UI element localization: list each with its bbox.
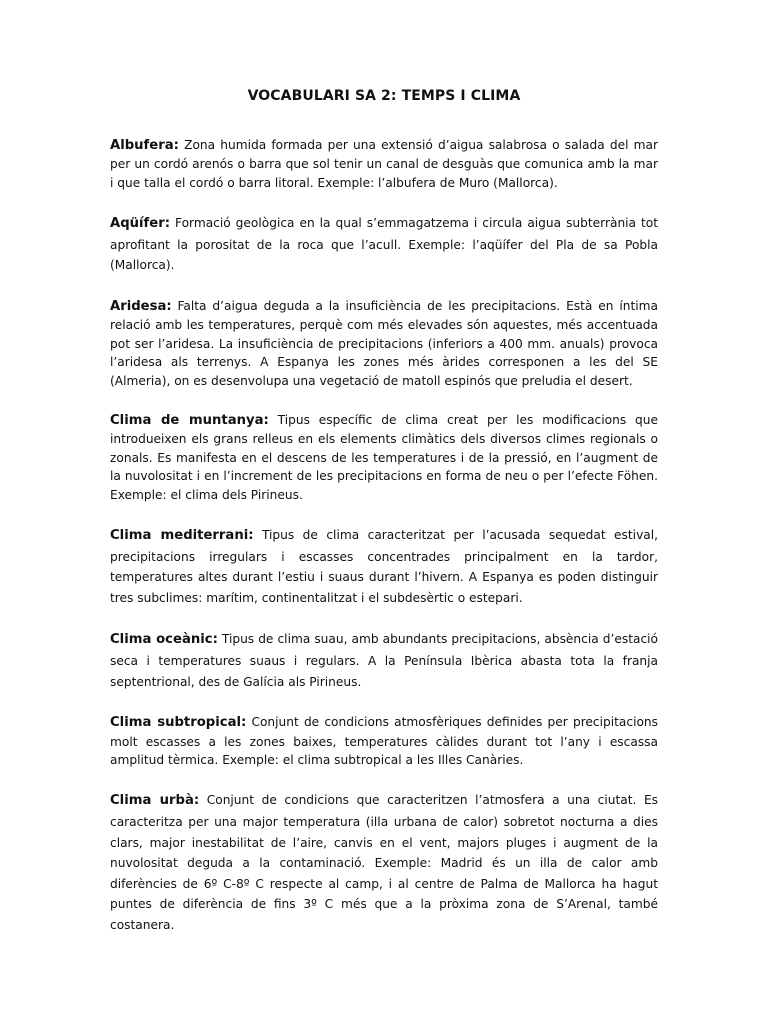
glossary-definition: Conjunt de condicions atmosfèriques definides per precipitacions molt escasses a les zones baixes, temperatures càlides durant tot l’any i escassa amplitud tèrmica. Exemple: el clima subtropical a les Illes Canàries. — [110, 715, 659, 768]
glossary-term: Aridesa: — [110, 299, 172, 314]
document-title: VOCABULARI SA 2: TEMPS I CLIMA — [247, 88, 521, 104]
glossary-definition: Tipus de clima suau, amb abundants precipitacions, absència d’estació seca i temperatures suaus i regulars. A la Península Ibèrica abasta tota la franja septentrional, des de Galícia als Pirineus. — [110, 632, 658, 689]
document-page — [110, 86, 658, 957]
glossary-definition: Tipus de clima caracteritzat per l’acusada sequedat estival, precipitacions irregulars i escasses concentrades principalment en la tardor, temperatures altes durant l’estiu i suaus durant l’hivern. A Espanya es poden distinguir tres subclimes: marítim, continentalitzat i el subdesèrtic o estepari. — [110, 528, 659, 605]
glossary-term: Aqüífer: — [110, 216, 171, 232]
glossary-term: Clima de muntanya: — [110, 413, 269, 429]
glossary-term: Clima oceànic: — [110, 632, 218, 648]
glossary-entry-clima-oceanic — [110, 629, 658, 692]
glossary-definition: Zona humida formada per una extensió d’aigua salabrosa o salada del mar per un cordó arenós o barra que sol tenir un canal de desguàs que comunica amb la mar i que talla el cordó o barra litoral. Exemple: l’albufera de Muro (Mallorca). — [110, 138, 659, 190]
glossary-entry-clima-mediterrani — [110, 525, 658, 608]
glossary-definition: Falta d’aigua deguda a la insuficiència de les precipitacions. Està en íntima relació amb les temperatures, perquè com més elevades són aquestes, més accentuada pot ser l’aridesa. La insuficiència de precipitacions (inferiors a 400 mm. anuals) provoca l’aridesa als terrenys. A Espanya les zones més àrides corresponen a les del SE (Almeria), on es desenvolupa una vegetació de matoll espinós que preludia el desert. — [110, 299, 658, 388]
glossary-definition: Tipus específic de clima creat per les modificacions que introdueixen els grans relleus en els elements climàtics dels diversos climes regionals o zonals. Es manifesta en el descens de les temperatures i de la pressió, en l’augment de la nuvolositat i en l’increment de les precipitacions en forma de neu o per l’efecte Föhen. Exemple: el clima dels Pirineus. — [110, 413, 658, 502]
glossary-entry-aridesa — [110, 297, 658, 390]
glossary-entry-albufera — [110, 136, 658, 192]
glossary-entry-clima-de-muntanya — [110, 411, 658, 504]
glossary-definition: Conjunt de condicions que caracteritzen l’atmosfera a una ciutat. Es caracteritza per una major temperatura (illa urbana de calor) sobretot nocturna a dies clars, major inestabilitat de l’aire, canvis en el vent, majors pluges i augment de la nuvolositat deguda a la contaminació. Exemple: Madrid és un illa de calor amb diferències de 6º C-8º C respecte al camp, i al centre de Palma de Mallorca ha hagut puntes de diferència de fins 3º C més que a la pròxima zona de S’Arenal, també costanera. — [110, 793, 658, 932]
glossary-term: Clima mediterrani: — [110, 528, 254, 544]
glossary-entry-clima-urba — [110, 790, 658, 935]
glossary-term: Albufera: — [110, 138, 179, 153]
glossary-definition: Formació geològica en la qual s’emmagatzema i circula aigua subterrània tot aprofitant la porositat de la roca que l’acull. Exemple: l’aqüífer del Pla de sa Pobla (Mallorca). — [110, 216, 659, 273]
glossary-entry-clima-subtropical — [110, 713, 658, 769]
glossary-term: Clima urbà: — [110, 793, 200, 809]
glossary-entry-aquifer — [110, 213, 658, 276]
glossary-term: Clima subtropical: — [110, 715, 247, 731]
